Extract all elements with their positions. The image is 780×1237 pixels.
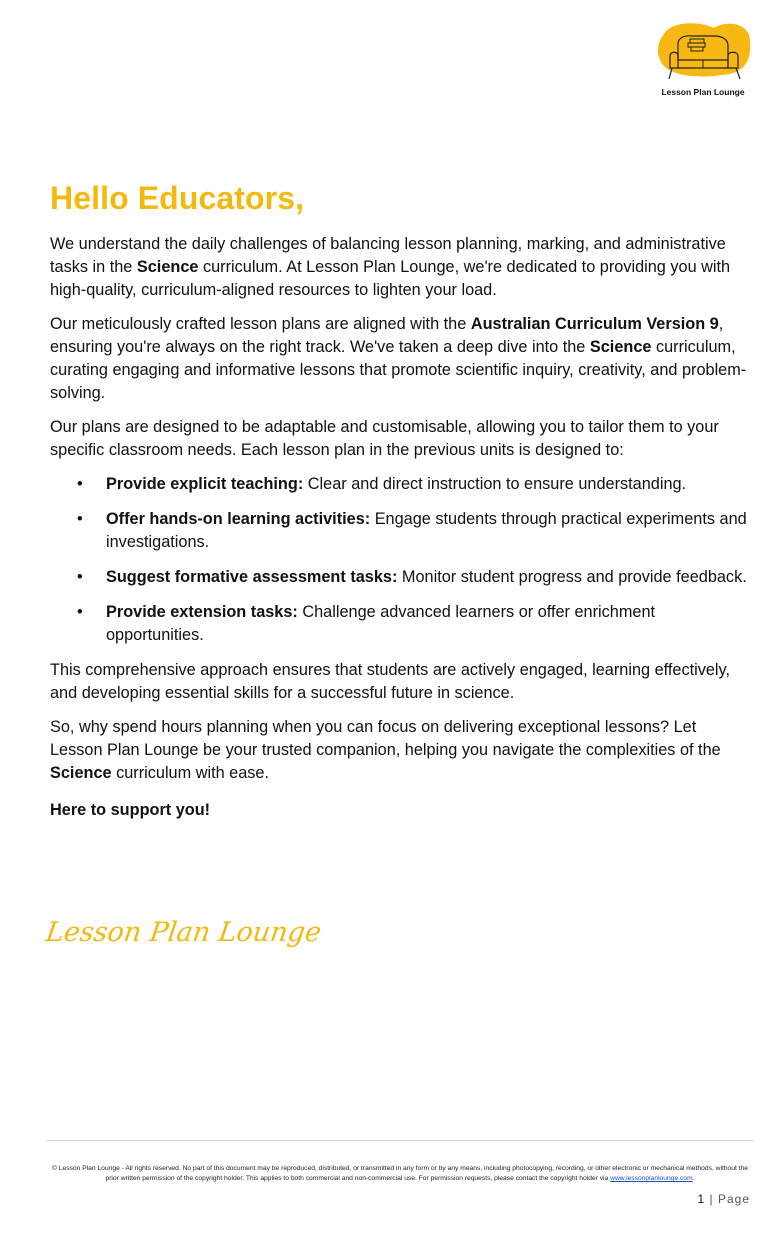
copyright-notice: © Lesson Plan Lounge - All rights reserved. No part of this document may be reproduced, distributed, or transmitted in any form or by any means, including photocopying, recording, or other electronic or mechanical methods, without the prior written permission of the copyright holder. This applies to both commercial and non-commercial use. For permission requests, please contact the copyright holder via www.lessonplanlounge.com. (52, 1165, 748, 1182)
paragraph-curriculum: Our meticulously crafted lesson plans are aligned with the Australian Curriculum Version 9, ensuring you're always on the right track. We've taken a deep dive into the Science curriculum, curating engaging and informative lessons that promote scientific inquiry, creativity, and problem-solving. (50, 315, 747, 402)
feature-list (50, 473, 750, 647)
signature-text: Lesson Plan Lounge (43, 917, 324, 948)
paragraph-closing: So, why spend hours planning when you can focus on delivering exceptional lessons? Let Lesson Plan Lounge be your trusted companion, helping you navigate the complexities of the Science curriculum with ease. (50, 718, 721, 782)
paragraph-intro: We understand the daily challenges of balancing lesson planning, marking, and administrative tasks in the Science curriculum. At Lesson Plan Lounge, we're dedicated to providing you with high-quality, curriculum-aligned resources to lighten your load. (50, 235, 731, 299)
list-item: • Provide extension tasks: Challenge advanced learners or offer enrichment opportunities. (77, 603, 656, 644)
greeting-heading: Hello Educators, (50, 180, 305, 216)
subject-emphasis: Science (50, 764, 112, 782)
website-link[interactable]: www.lessonplanlounge.com (610, 1175, 693, 1182)
paragraph-adaptable: Our plans are designed to be adaptable and customisable, allowing you to tailor them to your specific classroom needs. Each lesson plan in the previous units is designed to: (50, 418, 719, 459)
subject-emphasis: Science (136, 258, 199, 276)
bullet-icon: • (77, 475, 83, 493)
curriculum-emphasis: Australian Curriculum Version 9 (470, 315, 719, 333)
logo-caption: Lesson Plan Lounge (661, 87, 745, 97)
bullet-icon: • (77, 510, 83, 528)
list-item: • Provide explicit teaching: Clear and direct instruction to ensure understanding. (50, 473, 750, 496)
brand-logo (654, 22, 754, 97)
bullet-icon: • (77, 568, 83, 586)
list-item: • Offer hands-on learning activities: Engage students through practical experiments and investigations. (77, 510, 747, 551)
signature-script (43, 905, 324, 960)
signoff: Here to support you! (50, 801, 211, 819)
bullet-icon: • (77, 603, 83, 621)
paragraph-approach: This comprehensive approach ensures that students are actively engaged, learning effectively, and developing essential skills for a successful future in science. (50, 661, 730, 702)
page-number: 1 | Page (697, 1192, 750, 1206)
armchair-logo-icon (654, 22, 754, 84)
list-item: • Suggest formative assessment tasks: Monitor student progress and provide feedback. (50, 566, 750, 589)
letter-body (50, 180, 750, 833)
subject-emphasis: Science (589, 338, 652, 356)
footer-divider (46, 1140, 754, 1141)
